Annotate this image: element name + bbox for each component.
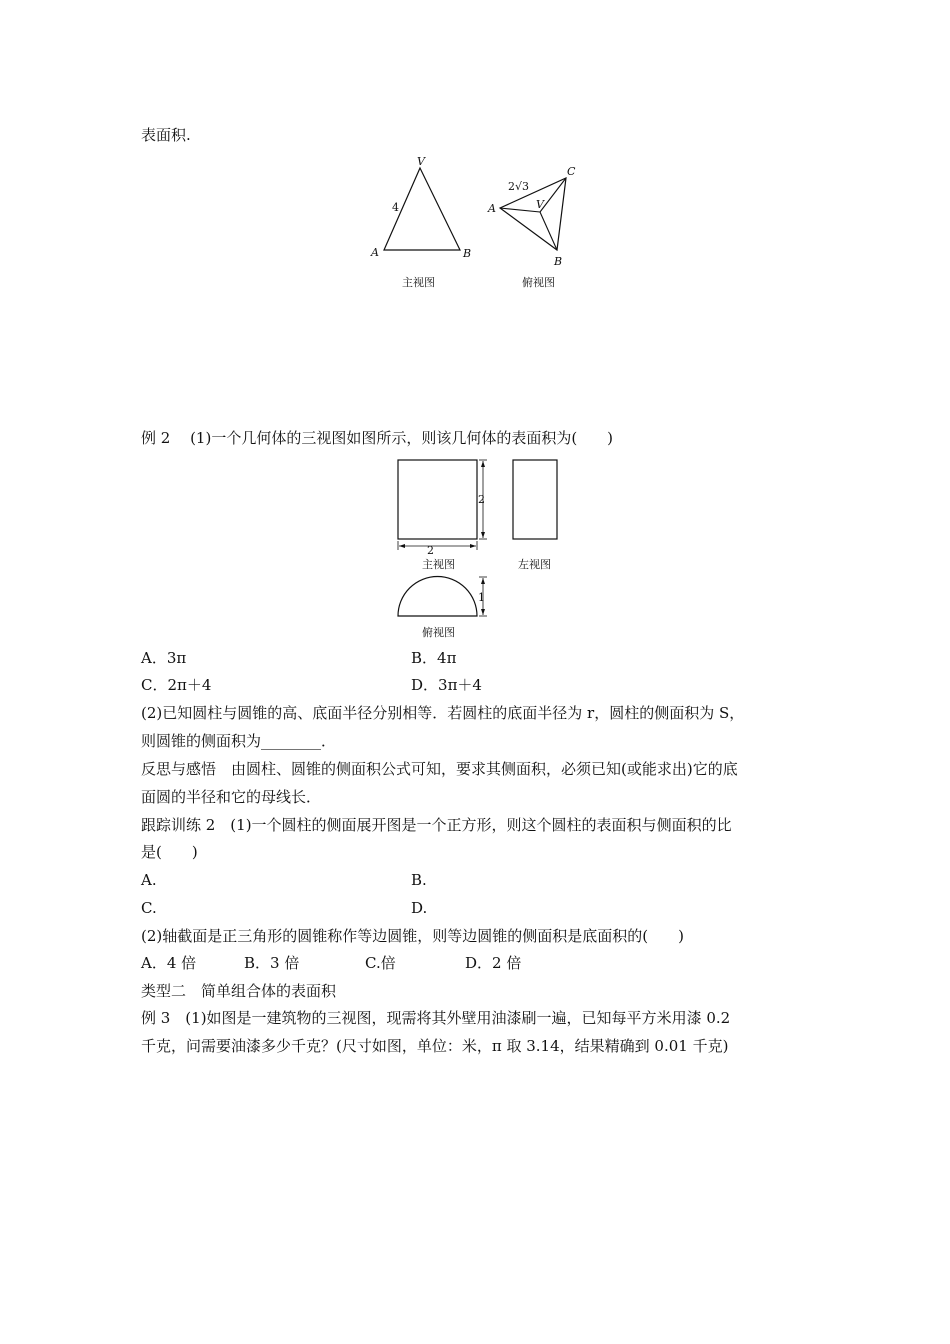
example3-line1: 例 3 (1)如图是一建筑物的三视图，现需将其外壁用油漆刷一遍，已知每平方米用漆 0.2	[141, 1009, 731, 1027]
training2-option-d: D.	[411, 899, 428, 917]
example2-part2-line2: 则圆锥的侧面积为________．	[141, 732, 337, 750]
example2-option-c: C．2π＋4	[141, 676, 212, 694]
front-view-caption-2: 主视图	[422, 558, 455, 571]
reflection-line2: 面圆的半径和它的母线长．	[141, 788, 322, 806]
example2-option-a: A．3π	[141, 649, 187, 667]
training2-part2-option-d: D．2 倍	[465, 954, 522, 972]
depth-label: 1	[478, 591, 485, 604]
width-label: 2	[427, 544, 434, 557]
top-b-label: B	[554, 255, 563, 268]
front-right-label: B	[463, 247, 472, 260]
top-edge-label: 2√3	[508, 180, 530, 193]
front-edge-label: 4	[392, 201, 399, 214]
example2-part1: 例 2 (1)一个几何体的三视图如图所示，则该几何体的表面积为( )	[141, 429, 614, 447]
figure1-top-view	[480, 150, 600, 290]
example3-line2: 千克，问需要油漆多少千克？(尺寸如图，单位：米，π 取 3.14，结果精确到 0.01 千克)	[141, 1037, 729, 1055]
training2-line2: 是( )	[141, 843, 198, 861]
front-view-caption: 主视图	[402, 276, 435, 289]
figure1-front-view	[360, 150, 490, 290]
top-view-caption: 俯视图	[522, 276, 555, 289]
top-v-label: V	[536, 198, 544, 211]
top-c-label: C	[567, 165, 576, 178]
example2-option-d: D．3π＋4	[411, 676, 482, 694]
example2-three-views	[390, 455, 570, 645]
training2-part2-option-a: A．4 倍	[141, 954, 197, 972]
intro-text: 表面积.	[141, 126, 191, 144]
type2-title: 类型二 简单组合体的表面积	[141, 982, 337, 1000]
training2-part2-option-c: C.倍	[365, 954, 396, 972]
front-apex-label: V	[417, 155, 425, 168]
training2-line1: 跟踪训练 2 (1)一个圆柱的侧面展开图是一个正方形，则这个圆柱的表面积与侧面积的比	[141, 816, 732, 834]
training2-option-a: A.	[141, 871, 157, 889]
height-label: 2	[478, 493, 485, 506]
example2-option-b: B．4π	[411, 649, 457, 667]
training2-part2: (2)轴截面是正三角形的圆锥称作等边圆锥，则等边圆锥的侧面积是底面积的( )	[141, 927, 684, 945]
training2-option-b: B.	[411, 871, 427, 889]
top-view-caption-2: 俯视图	[422, 626, 455, 639]
training2-option-c: C.	[141, 899, 157, 917]
example2-part2-line1: (2)已知圆柱与圆锥的高、底面半径分别相等．若圆柱的底面半径为 r，圆柱的侧面积为 S，	[141, 704, 745, 722]
reflection-line1: 反思与感悟 由圆柱、圆锥的侧面积公式可知，要求其侧面积，必须已知(或能求出)它的底	[141, 760, 738, 778]
training2-part2-option-b: B．3 倍	[244, 954, 300, 972]
side-view-caption: 左视图	[518, 558, 551, 571]
front-left-label: A	[371, 246, 379, 259]
top-a-label: A	[488, 202, 496, 215]
